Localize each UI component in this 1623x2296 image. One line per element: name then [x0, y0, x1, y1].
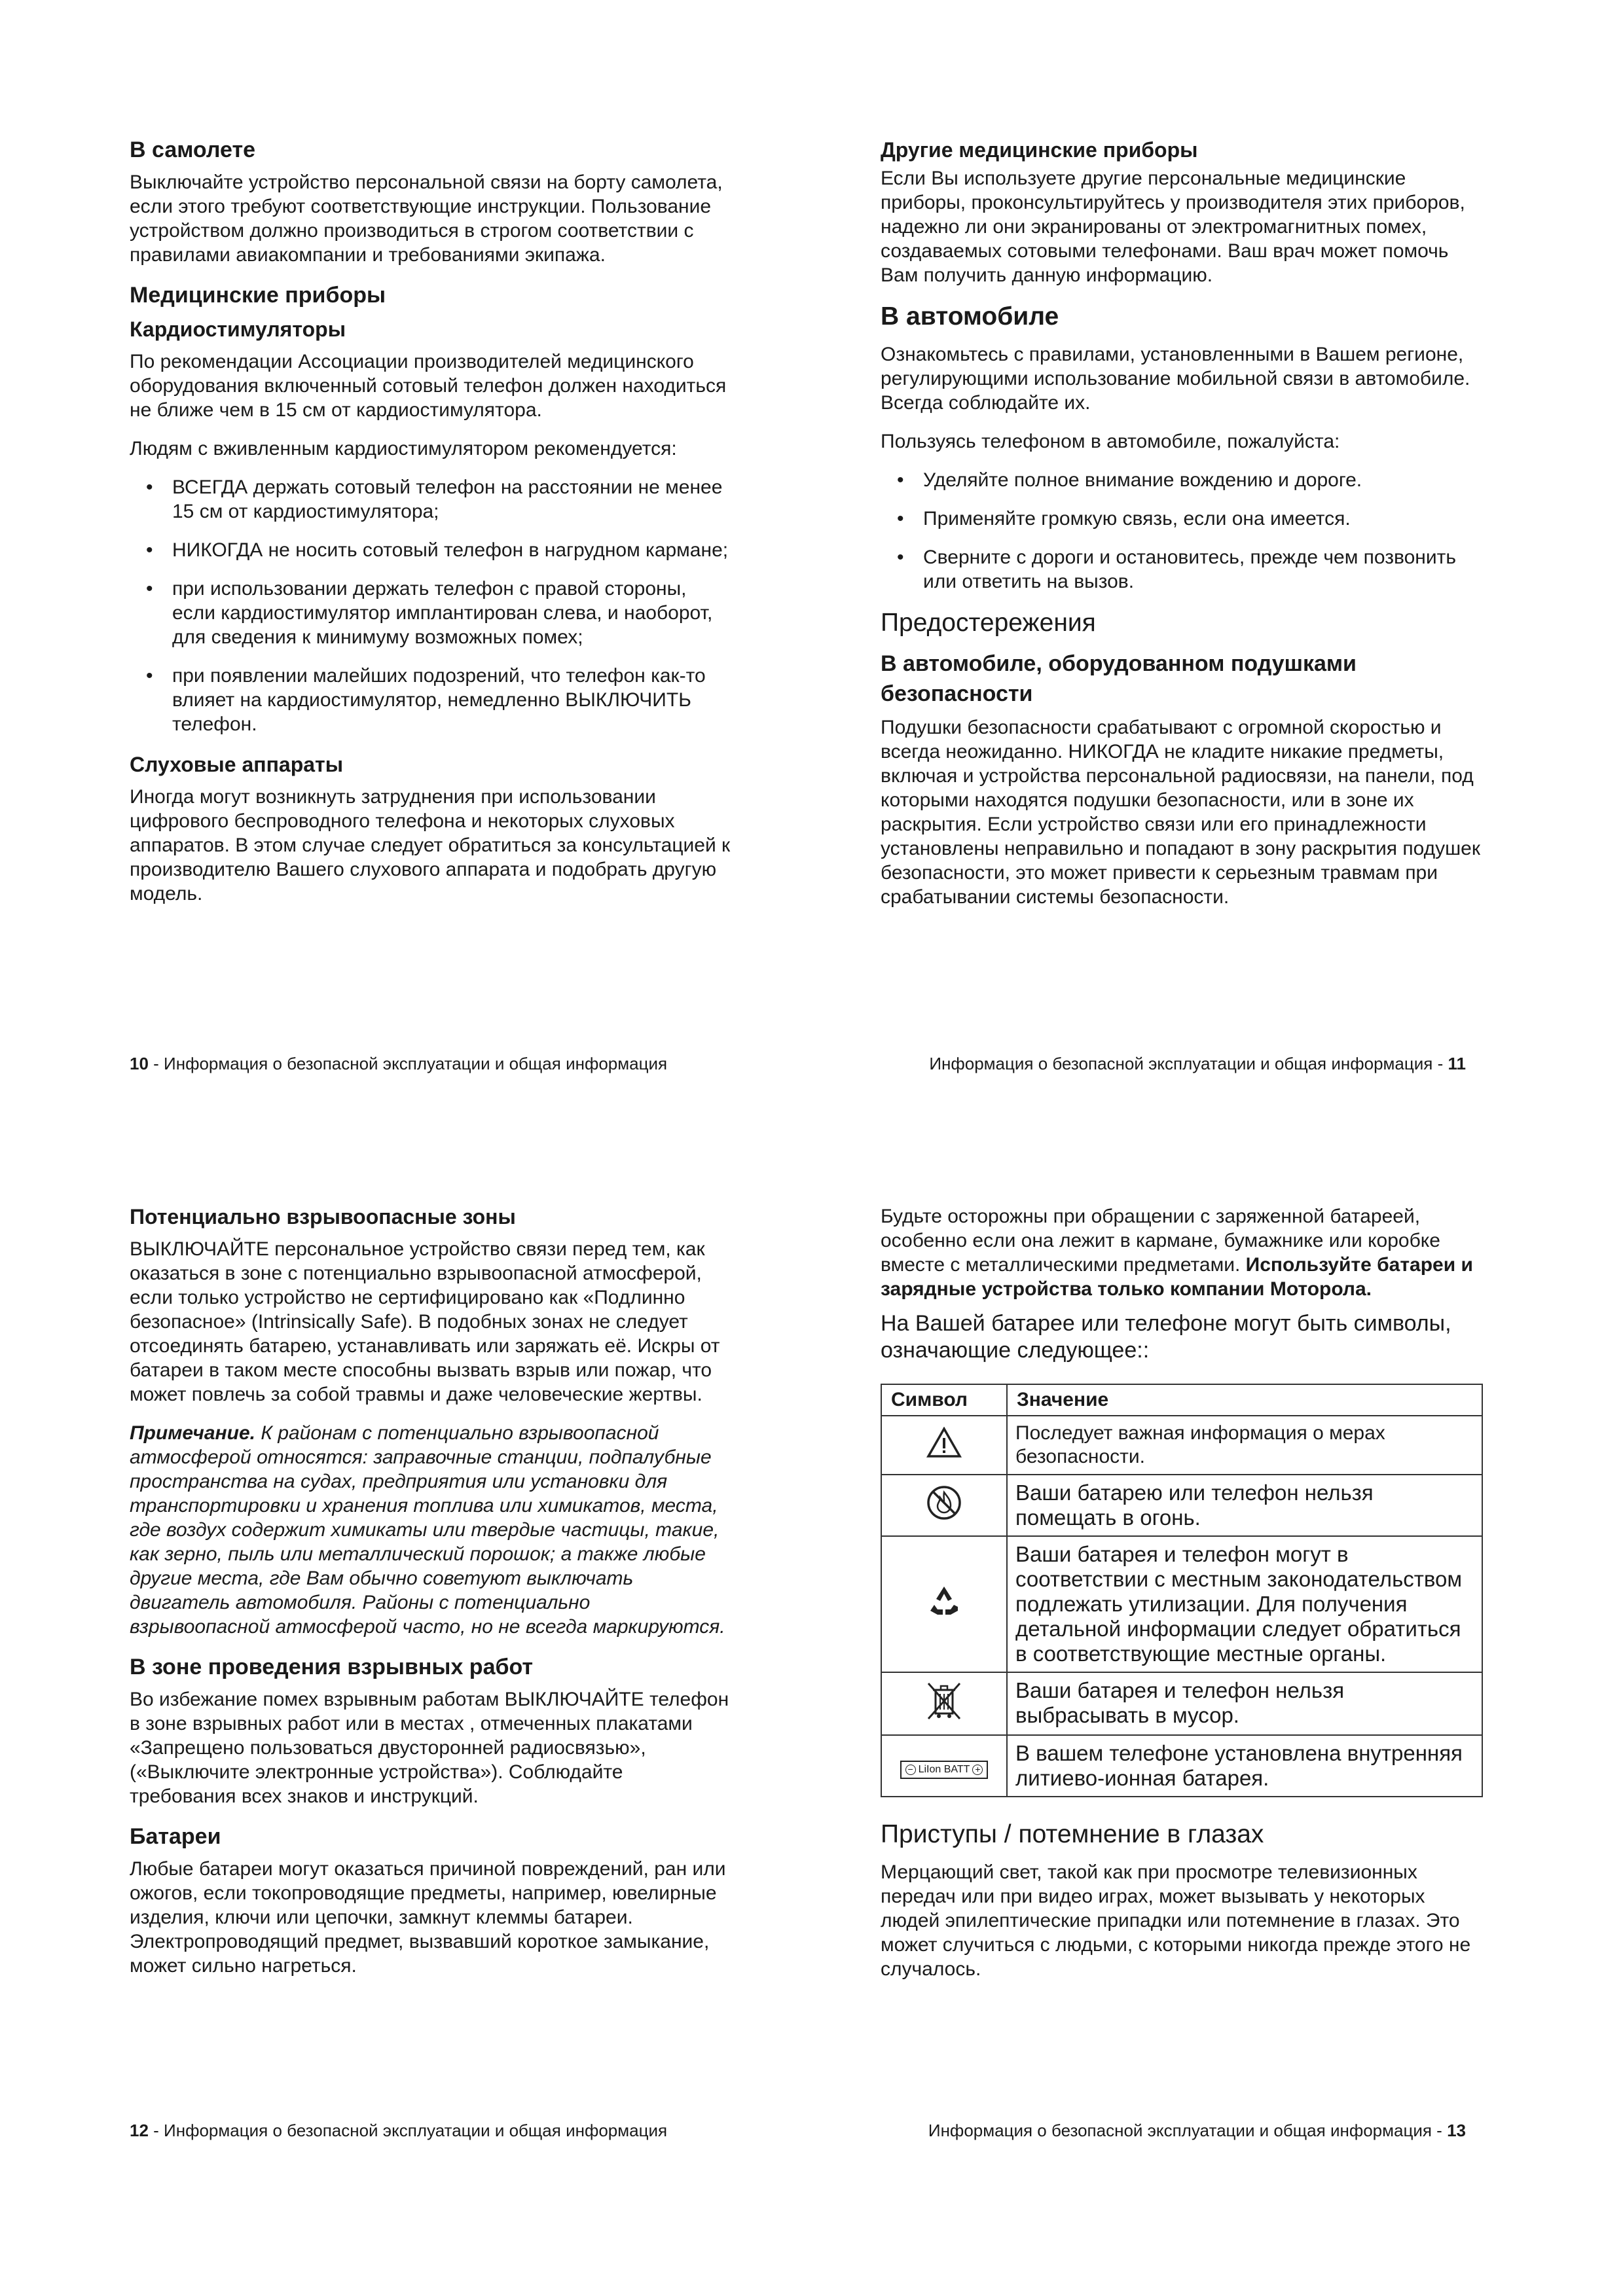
- paragraph-car-2: Пользуясь телефоном в автомобиле, пожалуйста:: [881, 431, 1340, 452]
- no-fire-icon: [926, 1484, 962, 1521]
- symbol-cell: [881, 1416, 1007, 1475]
- symbol-cell: [881, 1672, 1007, 1735]
- symbols-table: [881, 1384, 1483, 1797]
- column-header-symbol: Символ: [881, 1384, 1007, 1416]
- page-12-column: [130, 1203, 732, 1992]
- note-text: К районам с потенциально взрывоопасной атмосферой относятся: заправочные станции, подпалубные пространства на судах, предприятия или установки для транспортировки и хранения топлива или химикатов, места, где воздух содержит химикаты или твердые частицы, такие, как зерно, пыль или металлический порошок; а также любые другие места, где Вам обычно советуют выключать двигатель автомобиля. Районы с потенциально взрывоопасной атмосферой часто, но не всегда маркируются.: [130, 1422, 725, 1638]
- symbol-cell: [881, 1475, 1007, 1536]
- minus-icon: −: [905, 1765, 916, 1775]
- footer-text: - Информация о безопасной эксплуатации и общая информация: [148, 2121, 668, 2140]
- warning-triangle-icon: [926, 1427, 962, 1458]
- page-number: 11: [1448, 1054, 1466, 1073]
- footer-page-11: [929, 1054, 1466, 1073]
- list-item: • НИКОГДА не носить сотовый телефон в нагрудном кармане;: [130, 538, 732, 562]
- list-item: • Применяйте громкую связь, если она имеется.: [881, 507, 1483, 531]
- heading-batteries: Батареи: [130, 1824, 221, 1849]
- heading-airplane: В самолете: [130, 137, 256, 162]
- paragraph-blasting-areas: Во избежание помех взрывным работам ВЫКЛЮЧАЙТЕ телефон в зоне взрывных работ или в местах , отмеченных плакатами «Запрещено пользоваться двусторонней радиосвязью», («Выключите электронные устройства»). Соблюдайте требования всех знаков и инструкций.: [130, 1689, 729, 1807]
- meaning-cell: Последует важная информация о мерах безопасности.: [1007, 1416, 1482, 1475]
- recycle-icon: [926, 1583, 962, 1620]
- paragraph-symbols-intro: На Вашей батарее или телефоне могут быть символы, означающие следующее::: [881, 1311, 1451, 1363]
- symbol-cell: [881, 1536, 1007, 1672]
- no-trash-bin-icon: [924, 1679, 964, 1723]
- heading-blasting-areas: В зоне проведения взрывных работ: [130, 1655, 534, 1679]
- paragraph-other-medical-devices: Если Вы используете другие персональные медицинские приборы, проконсультируйтесь у производителя этих приборов, надежно ли они экранированы от электромагнитных помех, создаваемых сотовыми телефонами. Ваш врач может помочь Вам получить данную информацию.: [881, 168, 1465, 286]
- meaning-cell: В вашем телефоне установлена внутренняя литиево-ионная батарея.: [1007, 1735, 1482, 1797]
- paragraph-airbag: Подушки безопасности срабатывают с огромной скоростью и всегда неожиданно. НИКОГДА не кладите никакие предметы, включая и устройства персональной радиосвязи, на панели, под которыми находятся подушки безопасности, или в зоне их раскрытия. Если устройство связи или его принадлежности установлены неправильно и попадают в зону раскрытия подушек безопасности, это может привести к серьезным травмам при срабатывании системы безопасности.: [881, 717, 1480, 908]
- paragraph-pacemakers-2: Людям с вживленным кардиостимулятором рекомендуется:: [130, 438, 677, 459]
- pacemaker-bullet-list: [130, 475, 732, 736]
- heading-warnings: Предостережения: [881, 609, 1096, 637]
- heading-medical-devices: Медицинские приборы: [130, 283, 386, 308]
- car-bullet-list: [881, 468, 1483, 594]
- table-header-row: [881, 1384, 1482, 1416]
- table-row: [881, 1735, 1482, 1797]
- footer-page-10: [130, 1054, 667, 1073]
- paragraph-seizures: Мерцающий свет, такой как при просмотре телевизионных передач или при видео играх, может вызывать у некоторых людей эпилептические припадки или потемнение в глазах. Это может случиться с людьми, с которыми никогда прежде этого не случалось.: [881, 1861, 1471, 1980]
- heading-other-medical-devices: Другие медицинские приборы: [881, 138, 1198, 162]
- page-number: 12: [130, 2121, 149, 2140]
- table-row: [881, 1672, 1482, 1735]
- page-10-column: [130, 136, 732, 920]
- meaning-cell: Ваши батарея и телефон могут в соответствии с местным законодательством подлежать утилизации. Для получения детальной информации следует обратиться в соответствующие местные органы.: [1007, 1536, 1482, 1672]
- heading-hearing-aids: Слуховые аппараты: [130, 753, 344, 776]
- paragraph-airplane: Выключайте устройство персональной связи на борту самолета, если этого требуют соответствующие инструкции. Пользование устройством должно производиться в строгом соответствии с правилами авиакомпании и требованиями экипажа.: [130, 171, 723, 266]
- footer-text: Информация о безопасной эксплуатации и общая информация -: [928, 2121, 1448, 2140]
- battery-caution-bold: Используйте батареи и зарядные устройства только компании Моторола.: [881, 1254, 1473, 1300]
- page-number: 10: [130, 1054, 149, 1073]
- note-label: Примечание.: [130, 1422, 255, 1444]
- page-11-column: [881, 136, 1483, 924]
- plus-icon: +: [972, 1765, 983, 1775]
- page-13-column: [881, 1204, 1483, 1996]
- paragraph-hearing-aids: Иногда могут возникнуть затруднения при использовании цифрового беспроводного телефона и некоторых слуховых аппаратов. В этом случае следует обратиться за консультацией к производителю Вашего слухового аппарата и подобрать другую модель.: [130, 786, 731, 905]
- paragraph-battery-caution: [881, 1204, 1483, 1301]
- list-item: • при появлении малейших подозрений, что телефон как-то влияет на кардиостимулятор, немедленно ВЫКЛЮЧИТЬ телефон.: [130, 664, 732, 736]
- heading-explosive-areas: Потенциально взрывоопасные зоны: [130, 1205, 516, 1229]
- list-item: • ВСЕГДА держать сотовый телефон на расстоянии не менее 15 см от кардиостимулятора;: [130, 475, 732, 524]
- footer-page-12: [130, 2121, 667, 2140]
- paragraph-batteries: Любые батареи могут оказаться причиной повреждений, ран или ожогов, если токопроводящие предметы, например, ювелирные изделия, ключи или цепочки, замкнут клеммы батареи. Электропроводящий предмет, вызвавший короткое замыкание, может сильно нагреться.: [130, 1858, 726, 1977]
- heading-seizures: Приступы / потемнение в глазах: [881, 1820, 1264, 1848]
- battery-label: LiIon BATT: [918, 1764, 970, 1775]
- paragraph-pacemakers-1: По рекомендации Ассоциации производителей медицинского оборудования включенный сотовый телефон должен находиться не ближе чем в 15 см от кардиостимулятора.: [130, 351, 727, 421]
- meaning-cell: Ваши батарею или телефон нельзя помещать в огонь.: [1007, 1475, 1482, 1536]
- symbol-cell: [881, 1735, 1007, 1797]
- li-ion-battery-icon: [900, 1761, 989, 1779]
- table-row: [881, 1475, 1482, 1536]
- paragraph-car-1: Ознакомьтесь с правилами, установленными в Вашем регионе, регулирующими использование мобильной связи в автомобиле. Всегда соблюдайте их.: [881, 344, 1470, 414]
- list-item: • при использовании держать телефон с правой стороны, если кардиостимулятор имплантирован слева, и наоборот, для сведения к минимуму возможных помех;: [130, 577, 732, 649]
- page-number: 13: [1447, 2121, 1466, 2140]
- footer-page-13: [928, 2121, 1466, 2140]
- note-explosive-areas: [130, 1421, 732, 1639]
- battery-caution-text: Будьте осторожны при обращении с заряженной батареей, особенно если она лежит в кармане, бумажнике или коробке вместе с металлическими предметами.: [881, 1206, 1440, 1276]
- table-row: [881, 1416, 1482, 1475]
- heading-pacemakers: Кардиостимуляторы: [130, 317, 346, 341]
- column-header-meaning: Значение: [1007, 1384, 1482, 1416]
- paragraph-explosive-areas: ВЫКЛЮЧАЙТЕ персональное устройство связи перед тем, как оказаться в зоне с потенциально взрывоопасной атмосферой, если только устройство не сертифицировано как «Подлинно безопасное» (Intrinsically Safe). В подобных зонах не следует отсоединять батарею, устанавливать или заряжать её. Искры от батареи в таком месте способны вызвать взрыв или пожар, что может повлечь за собой травмы и даже человеческие жертвы.: [130, 1238, 720, 1405]
- footer-text: Информация о безопасной эксплуатации и общая информация -: [929, 1054, 1448, 1073]
- footer-text: - Информация о безопасной эксплуатации и общая информация: [148, 1054, 668, 1073]
- heading-airbag-car: В автомобиле, оборудованном подушками безопасности: [881, 651, 1357, 706]
- table-row: [881, 1536, 1482, 1672]
- heading-in-car: В автомобиле: [881, 302, 1059, 331]
- meaning-cell: Ваши батарея и телефон нельзя выбрасывать в мусор.: [1007, 1672, 1482, 1735]
- list-item: • Уделяйте полное внимание вождению и дороге.: [881, 468, 1483, 492]
- list-item: • Сверните с дороги и остановитесь, прежде чем позвонить или ответить на вызов.: [881, 545, 1483, 594]
